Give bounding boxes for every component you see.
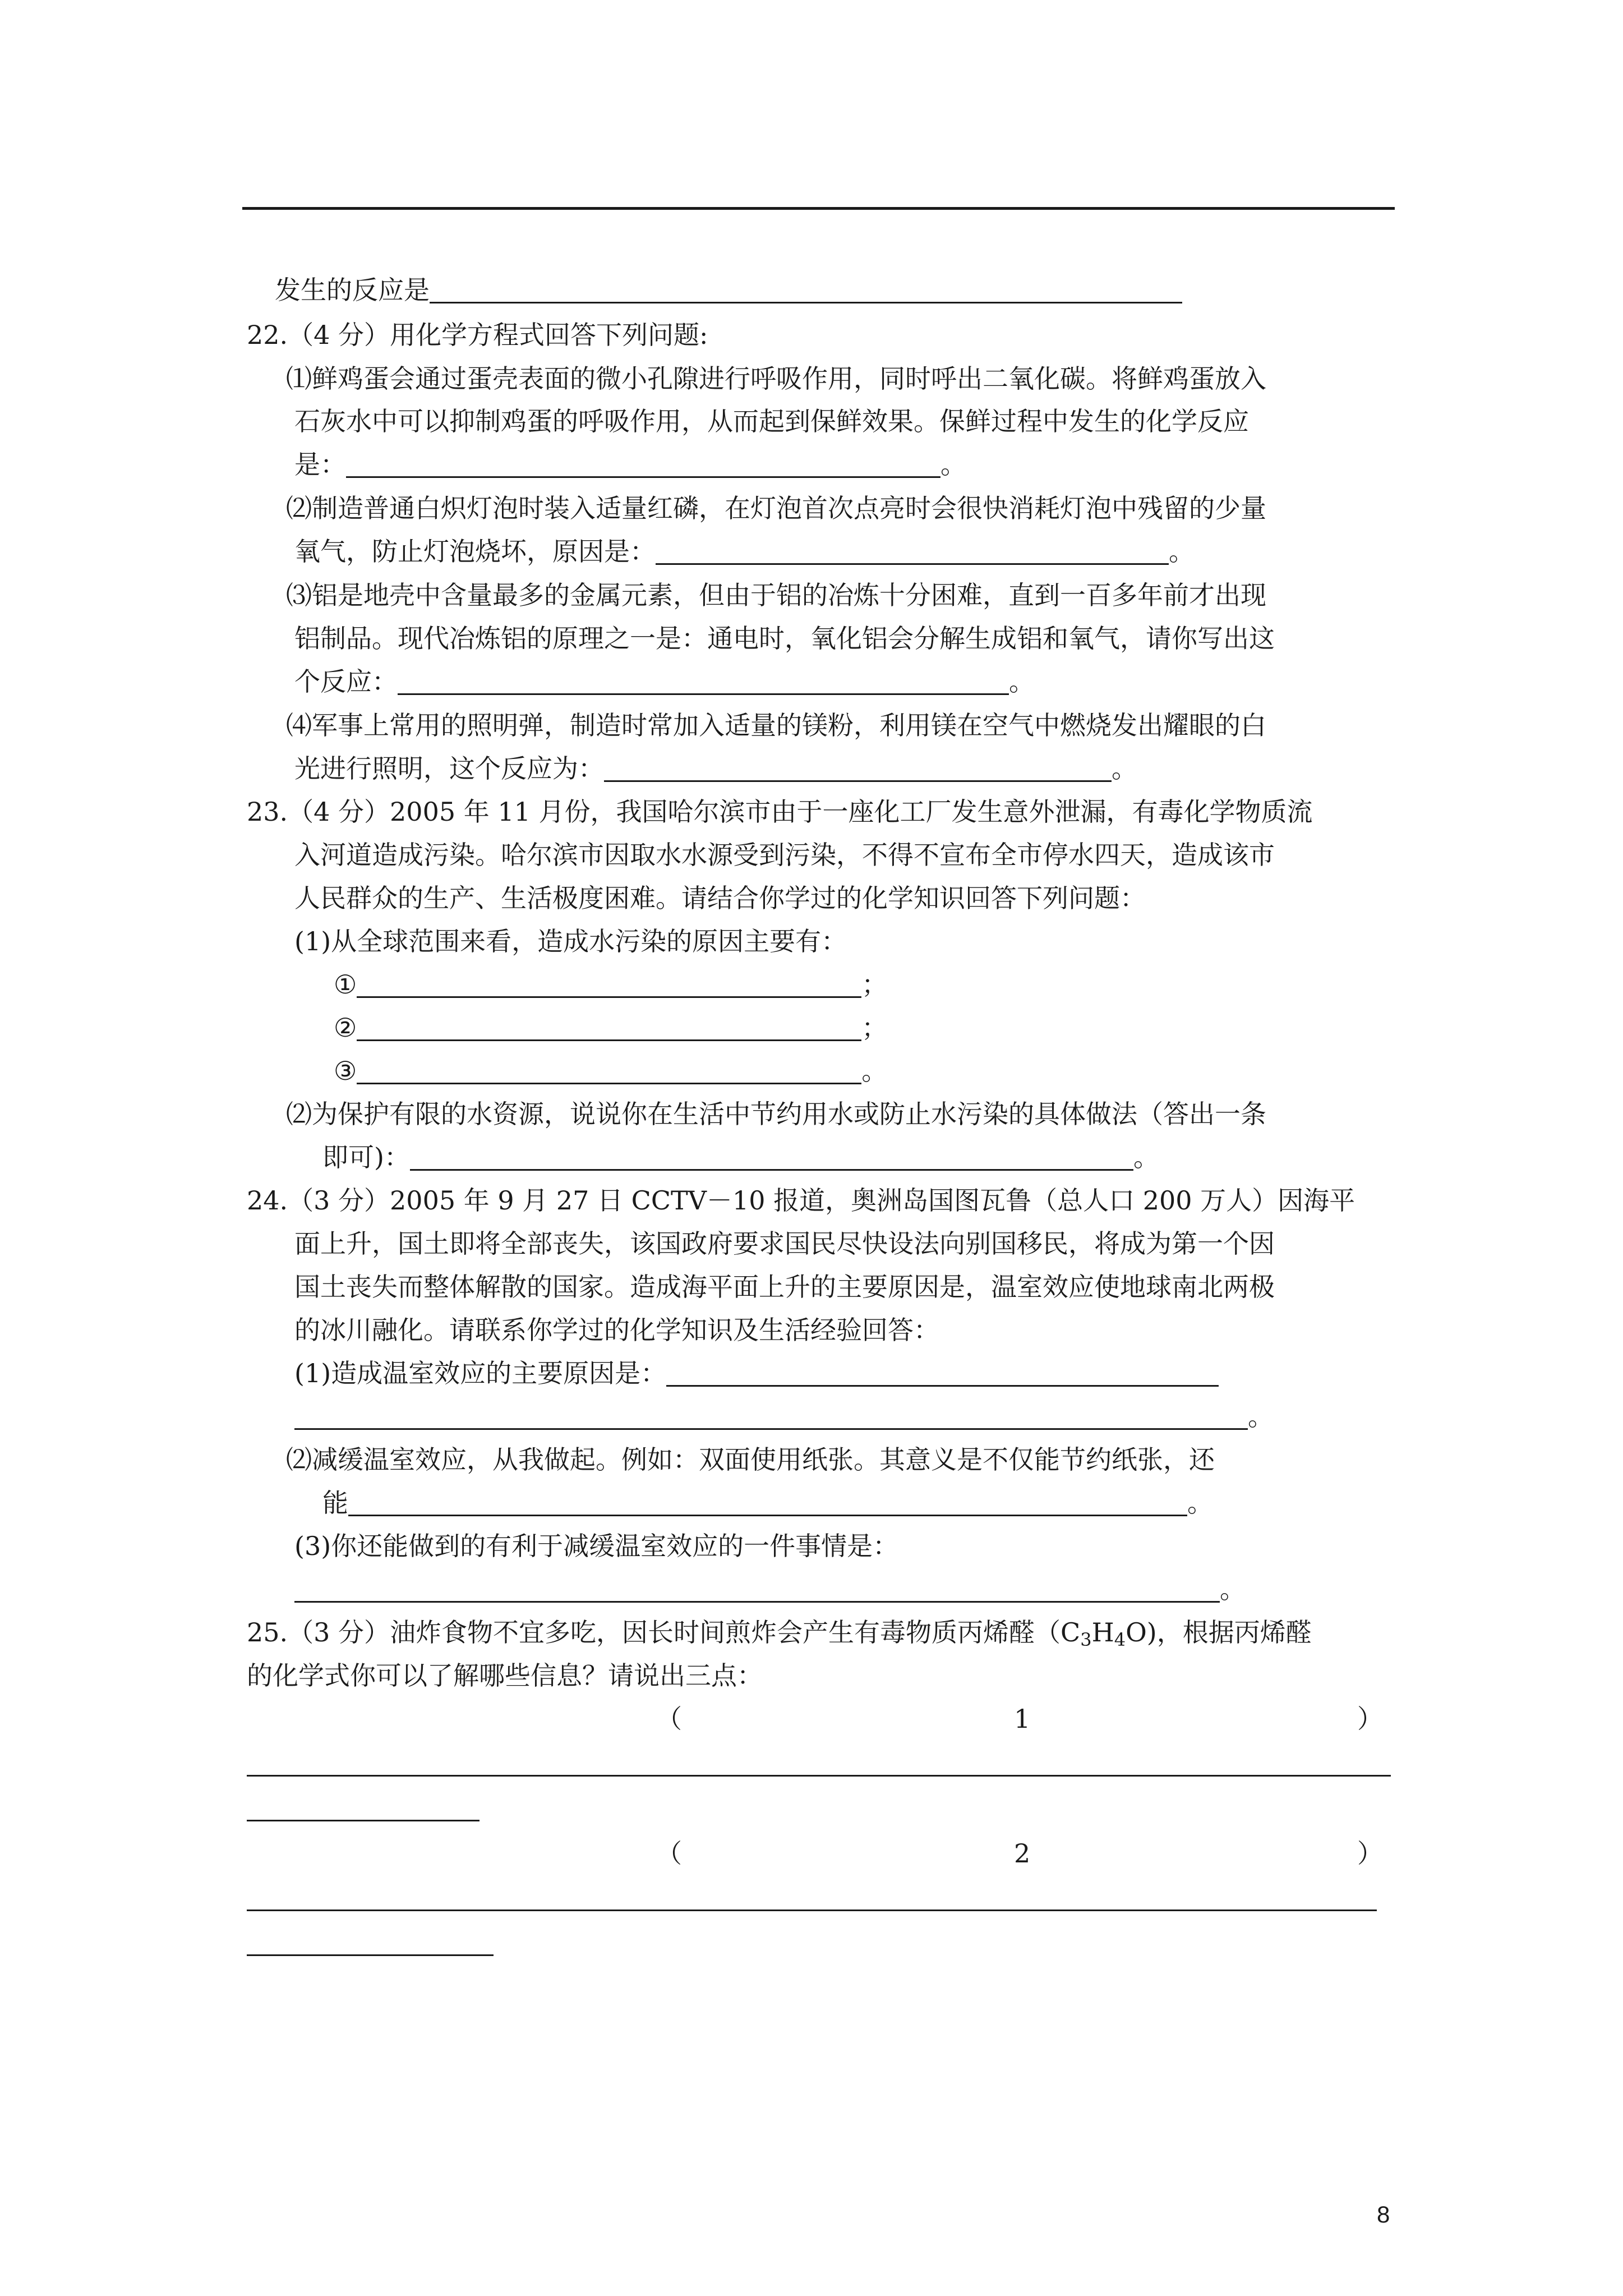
q23-cause-1: ① ； — [334, 966, 887, 1003]
q23-heading: 23.（4 分）2005 年 11 月份，我国哈尔滨市由于一座化工厂发生意外泄漏，有毒化学物质流 — [247, 797, 1313, 827]
answer-blank[interactable] — [604, 751, 1112, 782]
answer-blank[interactable] — [357, 1053, 861, 1084]
answer-blank[interactable] — [410, 1140, 1133, 1171]
answer-line-2a[interactable] — [247, 1910, 1377, 1911]
q25-point1-open-paren: （ — [656, 1704, 682, 1734]
answer-blank[interactable] — [294, 1399, 1248, 1430]
q24-part1-continuation: 。 — [294, 1398, 1274, 1435]
q24-part3-continuation: 。 — [294, 1571, 1246, 1608]
q23-cause-3: ③ 。 — [334, 1052, 887, 1089]
q24-part1: (1)造成温室效应的主要原因是： — [294, 1355, 1219, 1392]
answer-blank[interactable] — [348, 1485, 1187, 1516]
q24-line3: 国土丧失而整体解散的国家。造成海平面上升的主要原因是，温室效应使地球南北两极 — [294, 1272, 1275, 1302]
answer-line-1a[interactable] — [247, 1775, 1391, 1777]
header-rule — [242, 207, 1395, 210]
answer-blank[interactable] — [430, 273, 1182, 303]
answer-blank[interactable] — [656, 534, 1169, 565]
q25-heading: 25.（3 分）油炸食物不宜多吃，因长时间煎炸会产生有毒物质丙烯醛$(C_3H_4O)$，根据丙烯醛 — [247, 1617, 1312, 1650]
q25-line2: 的化学式你可以了解哪些信息？请说出三点： — [247, 1660, 763, 1691]
q22-heading: 22.（4 分）用化学方程式回答下列问题: — [247, 320, 708, 350]
q25-point2-close-paren: ） — [1357, 1838, 1383, 1869]
q22-part1-line2: 石灰水中可以抑制鸡蛋的呼吸作用，从而起到保鲜效果。保鲜过程中发生的化学反应 — [294, 406, 1249, 436]
q22-part2-line2: 氧气，防止灯泡烧坏，原因是： 。 — [294, 533, 1195, 570]
answer-blank[interactable] — [666, 1356, 1219, 1387]
page-number: 8 — [1377, 2201, 1390, 2228]
q22-part3-line3: 个反应： 。 — [294, 663, 1035, 700]
answer-blank[interactable] — [398, 664, 1009, 695]
q22-part3-line1: ⑶铝是地壳中含量最多的金属元素，但由于铝的冶炼十分困难，直到一百多年前才出现 — [286, 580, 1266, 610]
q22-part4-line1: ⑷军事上常用的照明弹，制造时常加入适量的镁粉，利用镁在空气中燃烧发出耀眼的白 — [286, 710, 1266, 740]
answer-blank[interactable] — [357, 967, 861, 998]
q25-point1-close-paren: ） — [1357, 1704, 1383, 1734]
q22-part2-line1: ⑵制造普通白炽灯泡时装入适量红磷，在灯泡首次点亮时会很快消耗灯泡中残留的少量 — [286, 493, 1266, 523]
q22-part3-line2: 铝制品。现代冶炼铝的原理之一是：通电时，氧化铝会分解生成铝和氧气，请你写出这 — [294, 623, 1275, 654]
answer-line-1b[interactable] — [247, 1820, 479, 1821]
q25-point2-open-paren: （ — [656, 1838, 682, 1869]
q24-heading: 24.（3 分）2005 年 9 月 27 日 CCTV－10 报道，奥洲岛国图瓦鲁（总人口 200 万人）因海平 — [247, 1185, 1355, 1216]
answer-blank[interactable] — [346, 447, 940, 478]
q23-part2-line1: ⑵为保护有限的水资源，说说你在生活中节约用水或防止水污染的具体做法（答出一条 — [286, 1099, 1266, 1129]
q23-line2: 入河道造成污染。哈尔滨市因取水水源受到污染，不得不宣布全市停水四天，造成该市 — [294, 840, 1275, 870]
answer-blank[interactable] — [357, 1010, 861, 1041]
q23-part1: (1)从全球范围来看，造成水污染的原因主要有： — [294, 926, 847, 956]
q24-line2: 面上升，国土即将全部丧失，该国政府要求国民尽快设法向别国移民，将成为第一个因 — [294, 1228, 1275, 1259]
answer-blank[interactable] — [294, 1572, 1220, 1603]
answer-line-2b[interactable] — [247, 1954, 494, 1956]
q24-part2-line2: 能 。 — [322, 1484, 1213, 1521]
q25-point2-number: 2 — [1014, 1838, 1031, 1869]
q24-line4: 的冰川融化。请联系你学过的化学知识及生活经验回答： — [294, 1315, 939, 1345]
q22-part1-line3: 是： 。 — [294, 446, 966, 483]
q23-cause-2: ② ； — [334, 1009, 887, 1046]
q22-part4-line2: 光进行照明，这个反应为： 。 — [294, 750, 1137, 787]
q24-part2-line1: ⑵减缓温室效应，从我做起。例如：双面使用纸张。其意义是不仅能节约纸张，还 — [286, 1444, 1215, 1475]
q23-part2-line2: 即可)： 。 — [322, 1139, 1159, 1176]
q24-part3: (3)你还能做到的有利于减缓温室效应的一件事情是： — [294, 1531, 899, 1561]
q25-point1-number: 1 — [1014, 1704, 1031, 1734]
q21-tail: 发生的反应是 — [275, 272, 1182, 309]
q22-part1-line1: ⑴鲜鸡蛋会通过蛋壳表面的微小孔隙进行呼吸作用，同时呼出二氧化碳。将鲜鸡蛋放入 — [286, 364, 1266, 394]
q23-line3: 人民群众的生产、生活极度困难。请结合你学过的化学知识回答下列问题： — [294, 883, 1146, 913]
